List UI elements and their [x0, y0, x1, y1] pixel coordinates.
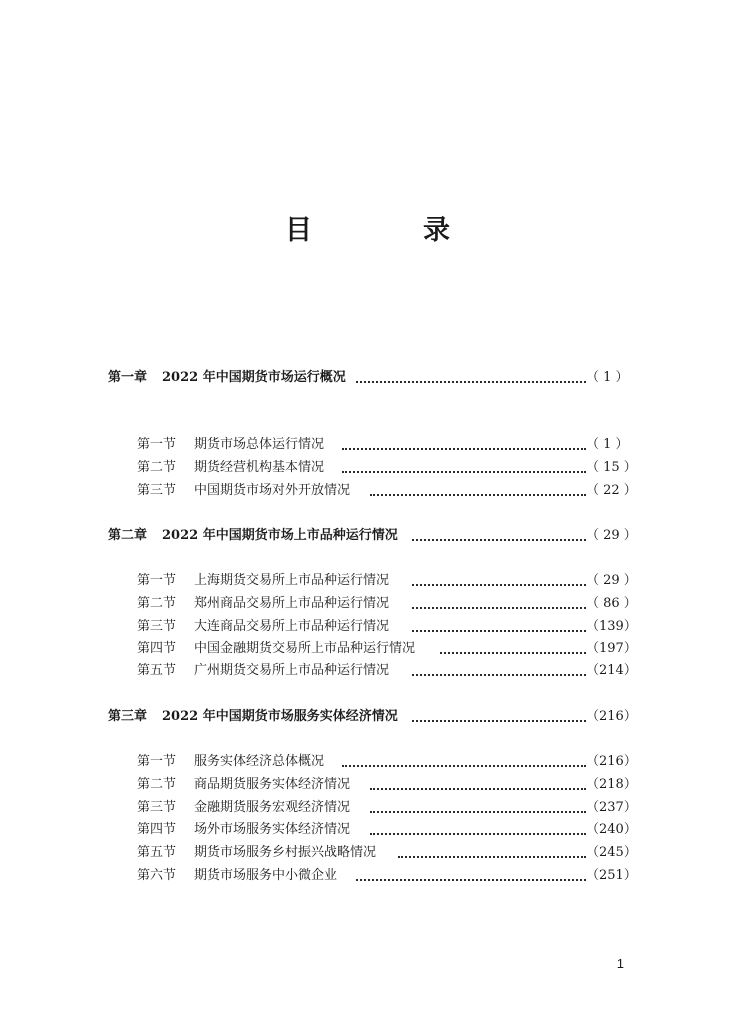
section-number: 第五节: [137, 845, 177, 860]
dot-leader: [412, 539, 586, 541]
section-page: （218）: [586, 777, 637, 792]
section-page: （ 1 ）: [586, 437, 629, 452]
section-number: 第一节: [137, 437, 177, 452]
toc-section-1-3[interactable]: [0, 481, 735, 501]
section-title: 期货经营机构基本情况: [194, 460, 325, 475]
dot-leader: [342, 471, 586, 473]
section-title: 中国金融期货交易所上市品种运行情况: [194, 641, 416, 656]
section-title: 场外市场服务实体经济情况: [194, 822, 351, 837]
section-title: 郑州商品交易所上市品种运行情况: [194, 596, 390, 611]
toc-section-2-4[interactable]: [0, 639, 735, 659]
chapter-number: 第一章: [108, 370, 148, 385]
section-page: （ 86 ）: [586, 596, 637, 611]
section-page: （237）: [586, 800, 637, 815]
dot-leader: [440, 652, 586, 654]
dot-leader: [412, 630, 586, 632]
toc-section-2-5[interactable]: [0, 661, 735, 681]
dot-leader: [342, 765, 586, 767]
section-number: 第四节: [137, 822, 177, 837]
toc-section-3-6[interactable]: [0, 866, 735, 886]
section-title: 期货市场服务乡村振兴战略情况: [194, 845, 377, 860]
chapter-page: （ 1 ）: [586, 370, 629, 385]
section-page: （214）: [586, 663, 637, 678]
dot-leader: [370, 811, 586, 813]
chapter-title: 2022 年中国期货市场上市品种运行情况: [162, 528, 398, 543]
section-page: （ 22 ）: [586, 483, 637, 498]
chapter-number: 第三章: [108, 709, 148, 724]
section-title: 期货市场总体运行情况: [194, 437, 325, 452]
section-number: 第二节: [137, 777, 177, 792]
dot-leader: [412, 584, 586, 586]
section-number: 第三节: [137, 619, 177, 634]
section-title: 服务实体经济总体概况: [194, 754, 325, 769]
chapter-number: 第二章: [108, 528, 148, 543]
chapter-title: 2022 年中国期货市场运行概况: [162, 370, 346, 385]
toc-section-3-4[interactable]: [0, 820, 735, 840]
page-title: 目 录: [285, 215, 492, 246]
chapter-page: （216）: [586, 709, 637, 724]
chapter-title: 2022 年中国期货市场服务实体经济情况: [162, 709, 398, 724]
toc-section-3-2[interactable]: [0, 775, 735, 795]
toc-section-1-2[interactable]: [0, 458, 735, 478]
toc-section-3-1[interactable]: [0, 752, 735, 772]
section-number: 第五节: [137, 663, 177, 678]
dot-leader: [370, 788, 586, 790]
section-number: 第二节: [137, 596, 177, 611]
section-page: （ 15 ）: [586, 460, 637, 475]
dot-leader: [370, 833, 586, 835]
dot-leader: [356, 879, 586, 881]
toc-section-2-1[interactable]: [0, 571, 735, 591]
toc-section-2-2[interactable]: [0, 594, 735, 614]
section-title: 中国期货市场对外开放情况: [194, 483, 351, 498]
section-number: 第三节: [137, 483, 177, 498]
section-number: 第三节: [137, 800, 177, 815]
toc-section-3-5[interactable]: [0, 843, 735, 863]
section-title: 金融期货服务宏观经济情况: [194, 800, 351, 815]
dot-leader: [412, 674, 586, 676]
toc-section-1-1[interactable]: [0, 435, 735, 455]
dot-leader: [412, 720, 586, 722]
section-title: 上海期货交易所上市品种运行情况: [194, 573, 390, 588]
dot-leader: [356, 381, 586, 383]
section-page: （240）: [586, 822, 637, 837]
section-title: 大连商品交易所上市品种运行情况: [194, 619, 390, 634]
dot-leader: [412, 607, 586, 609]
section-number: 第一节: [137, 754, 177, 769]
toc-chapter-1[interactable]: [0, 368, 735, 388]
section-page: （245）: [586, 845, 637, 860]
section-title: 商品期货服务实体经济情况: [194, 777, 351, 792]
section-number: 第一节: [137, 573, 177, 588]
section-number: 第二节: [137, 460, 177, 475]
section-number: 第四节: [137, 641, 177, 656]
dot-leader: [342, 448, 586, 450]
section-page: （251）: [586, 868, 637, 883]
section-number: 第六节: [137, 868, 177, 883]
section-page: （197）: [586, 641, 637, 656]
section-page: （139）: [586, 619, 637, 634]
dot-leader: [370, 494, 586, 496]
section-title: 期货市场服务中小微企业: [194, 868, 338, 883]
page-number: 1: [616, 956, 624, 971]
toc-section-2-3[interactable]: [0, 617, 735, 637]
dot-leader: [398, 856, 586, 858]
toc-chapter-2[interactable]: [0, 526, 735, 546]
toc-chapter-3[interactable]: [0, 707, 735, 727]
section-title: 广州期货交易所上市品种运行情况: [194, 663, 390, 678]
chapter-page: （ 29 ）: [586, 528, 637, 543]
section-page: （ 29 ）: [586, 573, 637, 588]
section-page: （216）: [586, 754, 637, 769]
toc-section-3-3[interactable]: [0, 798, 735, 818]
